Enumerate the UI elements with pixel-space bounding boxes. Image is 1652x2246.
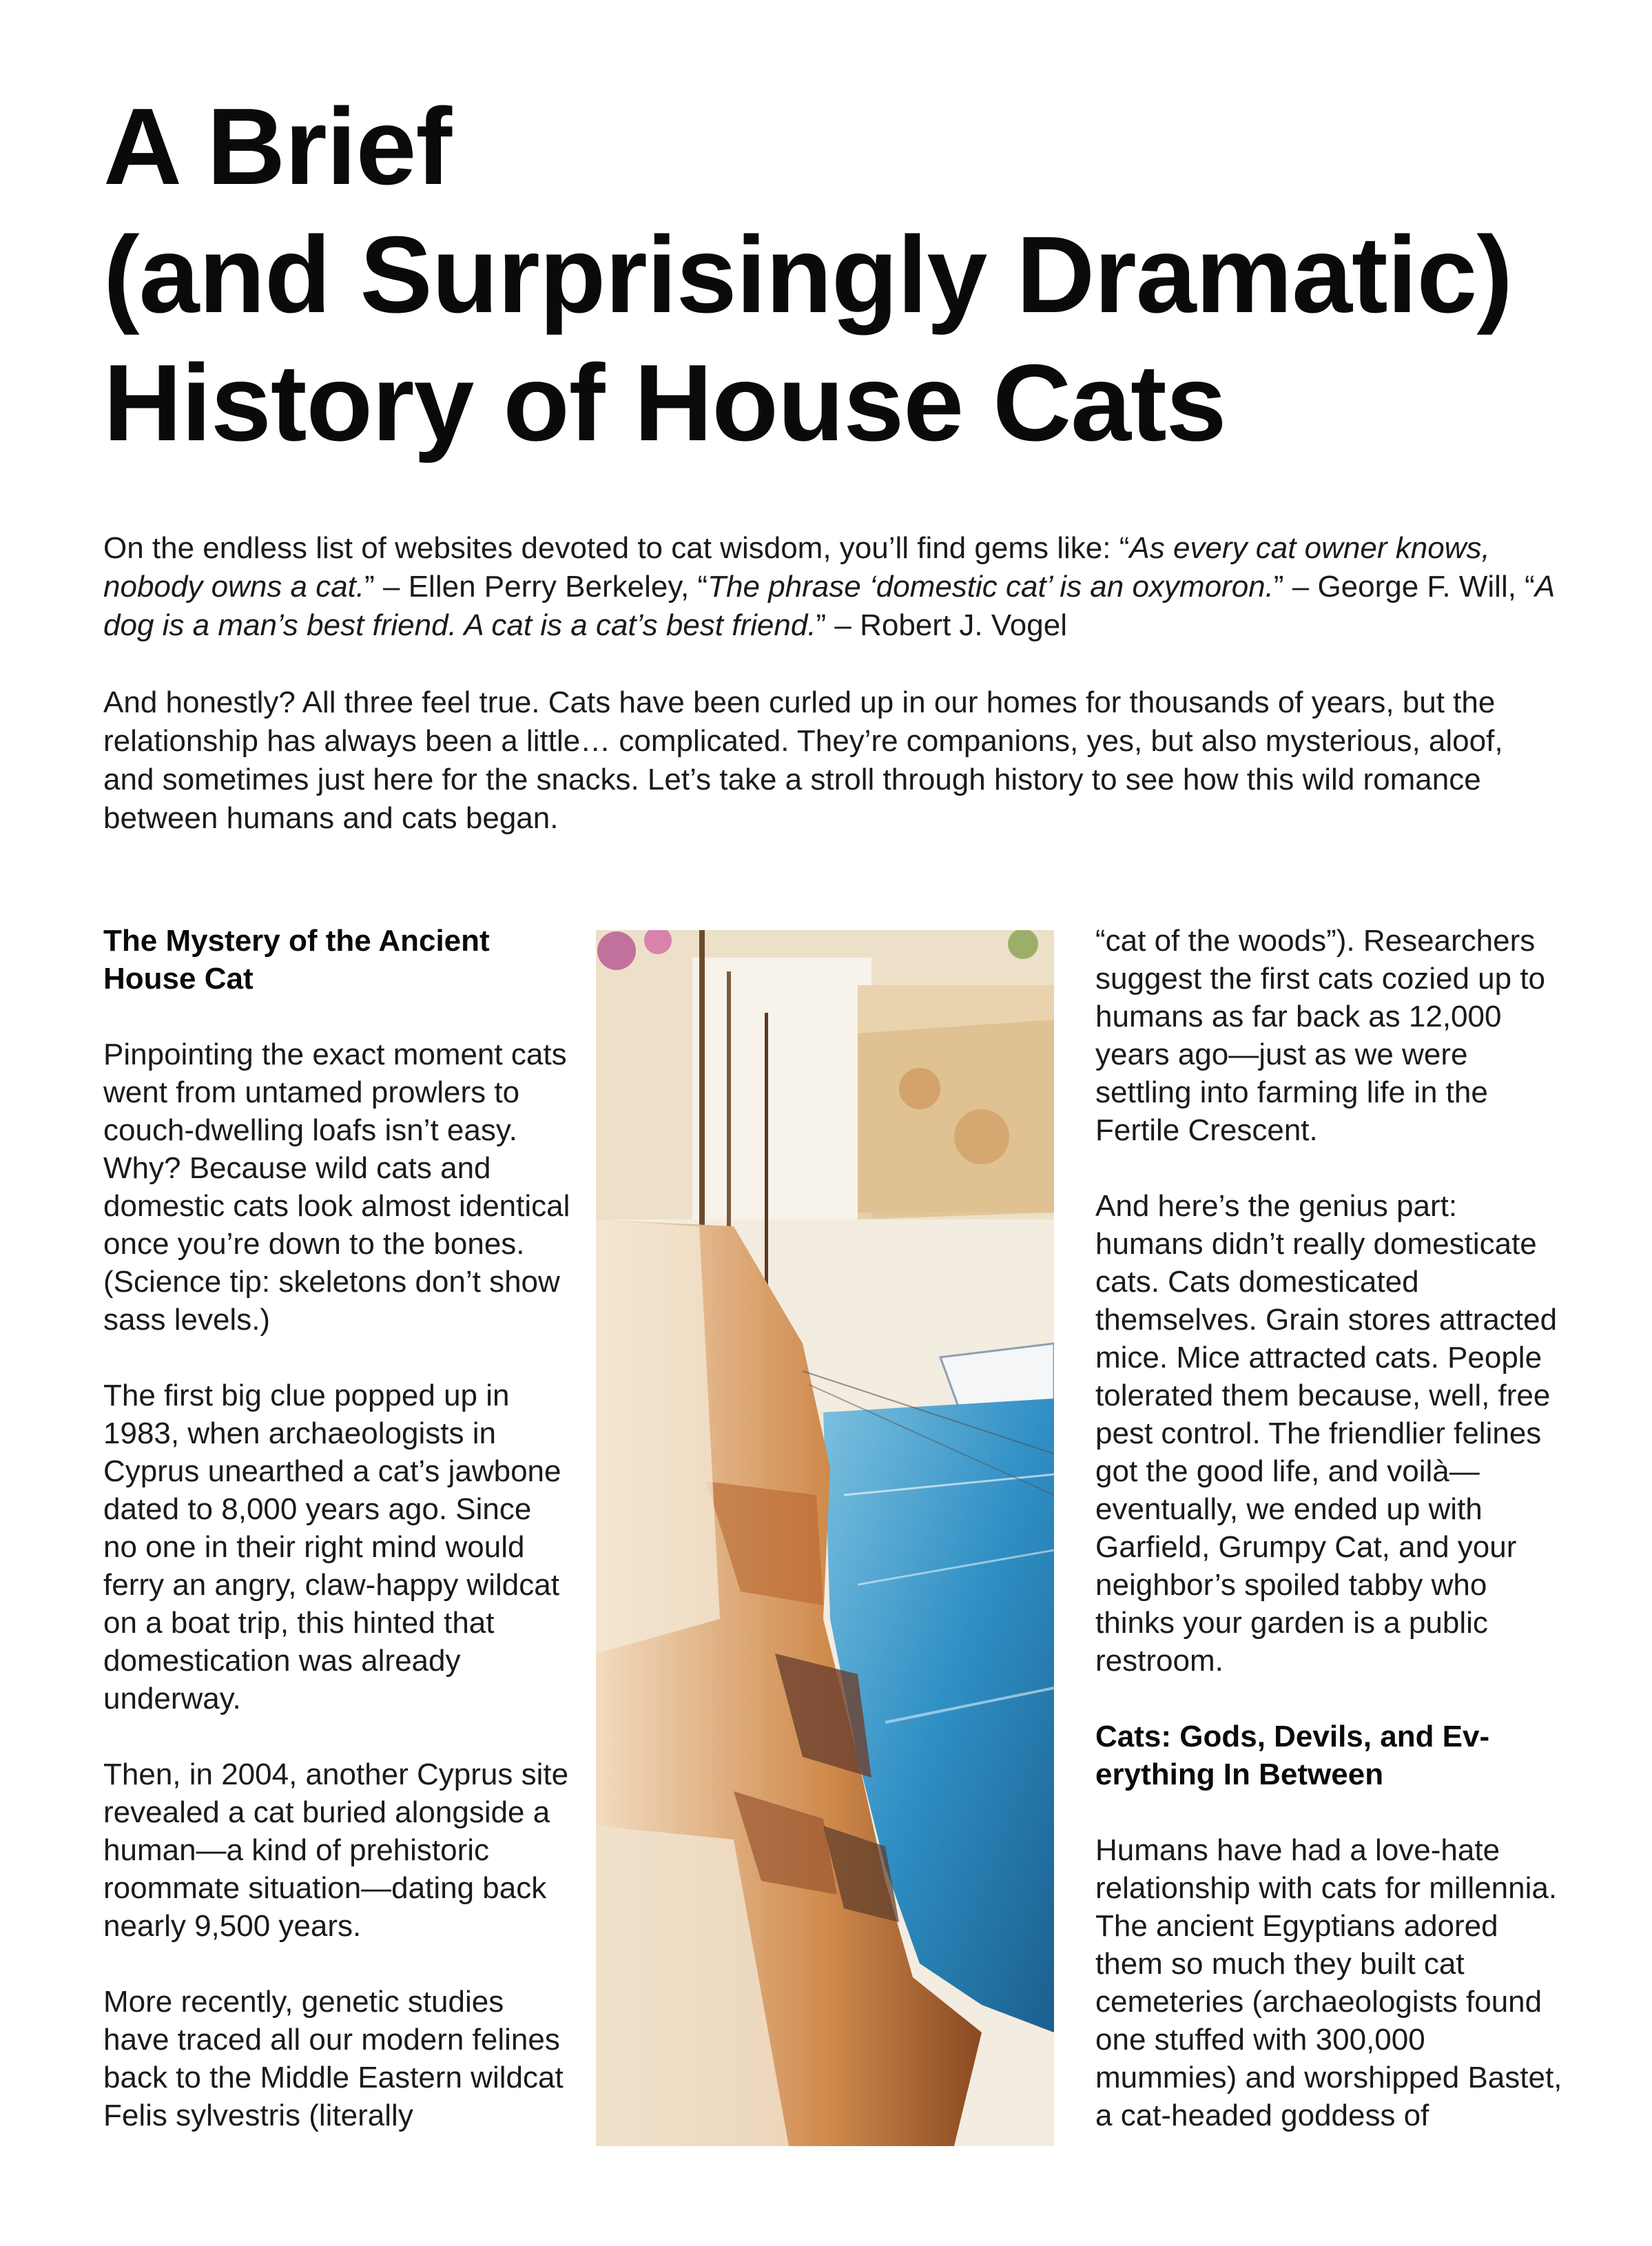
left-paragraph-2: The first big clue popped up in 1983, when archaeologists in Cyprus unearthed a cat’s jawbone dated to 8,000 years ago. Since no one in their right mind would ferry an angry, claw-happy wildcat on a boat trip, this hinted that domestication was already underway. [103,1379,561,1716]
right-paragraph-3: Humans have had a love-hate relationship with cats for millennia. The ancient Egyptians adored them so much they built cat cemeteries (archaeologists found one stuffed with 300,000 mummies) and worshipped Bastet, a cat-headed goddess of [1095,1833,1562,2132]
right-paragraph-2: And here’s the genius part: humans didn’t really domesticate cats. Cats domesticated themselves. Grain stores attracted mice. Mice attracted cats. People tolerated them because, well, free pest control. The friendlier felines got the good life, and voilà—eventually, we ended up with Garfield, Grumpy Cat, and your neighbor’s spoiled tabby who thinks your garden is a public restroom. [1095,1189,1558,1678]
quote-berkeley: As every cat owner knows, nobody owns a cat. [103,531,1490,604]
right-paragraph-1: “cat of the woods”). Researchers suggest the first cats cozied up to humans as far back as 12,000 years ago—just as we were settling into farming life in the Fertile Crescent. [1095,924,1546,1147]
intro-text-1: On the endless list of websites devoted to cat wisdom, you’ll find gems like: “ [103,531,1130,565]
title-line-1: A Brief [103,86,452,207]
quote-vogel: A dog is a man’s best friend. A cat is a cat’s best friend. [103,570,1554,642]
watercolor-harbor-image [596,930,1054,2146]
section-heading-ancient-cat: The Mystery of the Ancient House Cat [103,924,490,996]
title-line-2: (and Surprisingly Dramatic) [103,214,1512,336]
left-paragraph-3: Then, in 2004, another Cyprus site revealed a cat buried alongside a human—a kind of prehistoric roommate situation—dating back nearly 9,500 years. [103,1758,569,1943]
left-paragraph-4: More recently, genetic studies have traced all our modern felines back to the Middle Eastern wildcat Felis sylvestris (literally [103,1985,564,2132]
title-line-3: History of House Cats [103,342,1226,464]
intro-text-4: ” – Robert J. Vogel [816,608,1067,642]
intro-section [103,529,1557,876]
intro-text-2: ” – Ellen Perry Berkeley, “ [364,570,708,604]
page-title [103,83,1584,467]
intro-paragraph-2: And honestly? All three feel true. Cats have been curled up in our homes for thousands of years, but the relationship has always been a little… complicated. They’re companions, yes, but also mysterious, aloof, and sometimes just here for the snacks. Let’s take a stroll through history to see how this wild romance between humans and cats began. [103,686,1503,835]
left-column [103,922,572,2172]
intro-quotes-paragraph [103,529,1557,645]
left-paragraph-1: Pinpointing the exact moment cats went from untamed prowlers to couch-dwelling loafs isn’t easy. Why? Because wild cats and domestic cats look almost identical once you’re down to the bones. (Science tip: skeletons don’t show sass levels.) [103,1038,570,1337]
quote-will: The phrase ‘domestic cat’ is an oxymoron. [708,570,1274,604]
harbor-painting [596,930,1054,2146]
intro-text-3: ” – George F. Will, “ [1273,570,1535,604]
section-heading-gods-devils: Cats: Gods, Devils, and Everything In Between [1095,1720,1490,1791]
right-column [1095,922,1571,2172]
